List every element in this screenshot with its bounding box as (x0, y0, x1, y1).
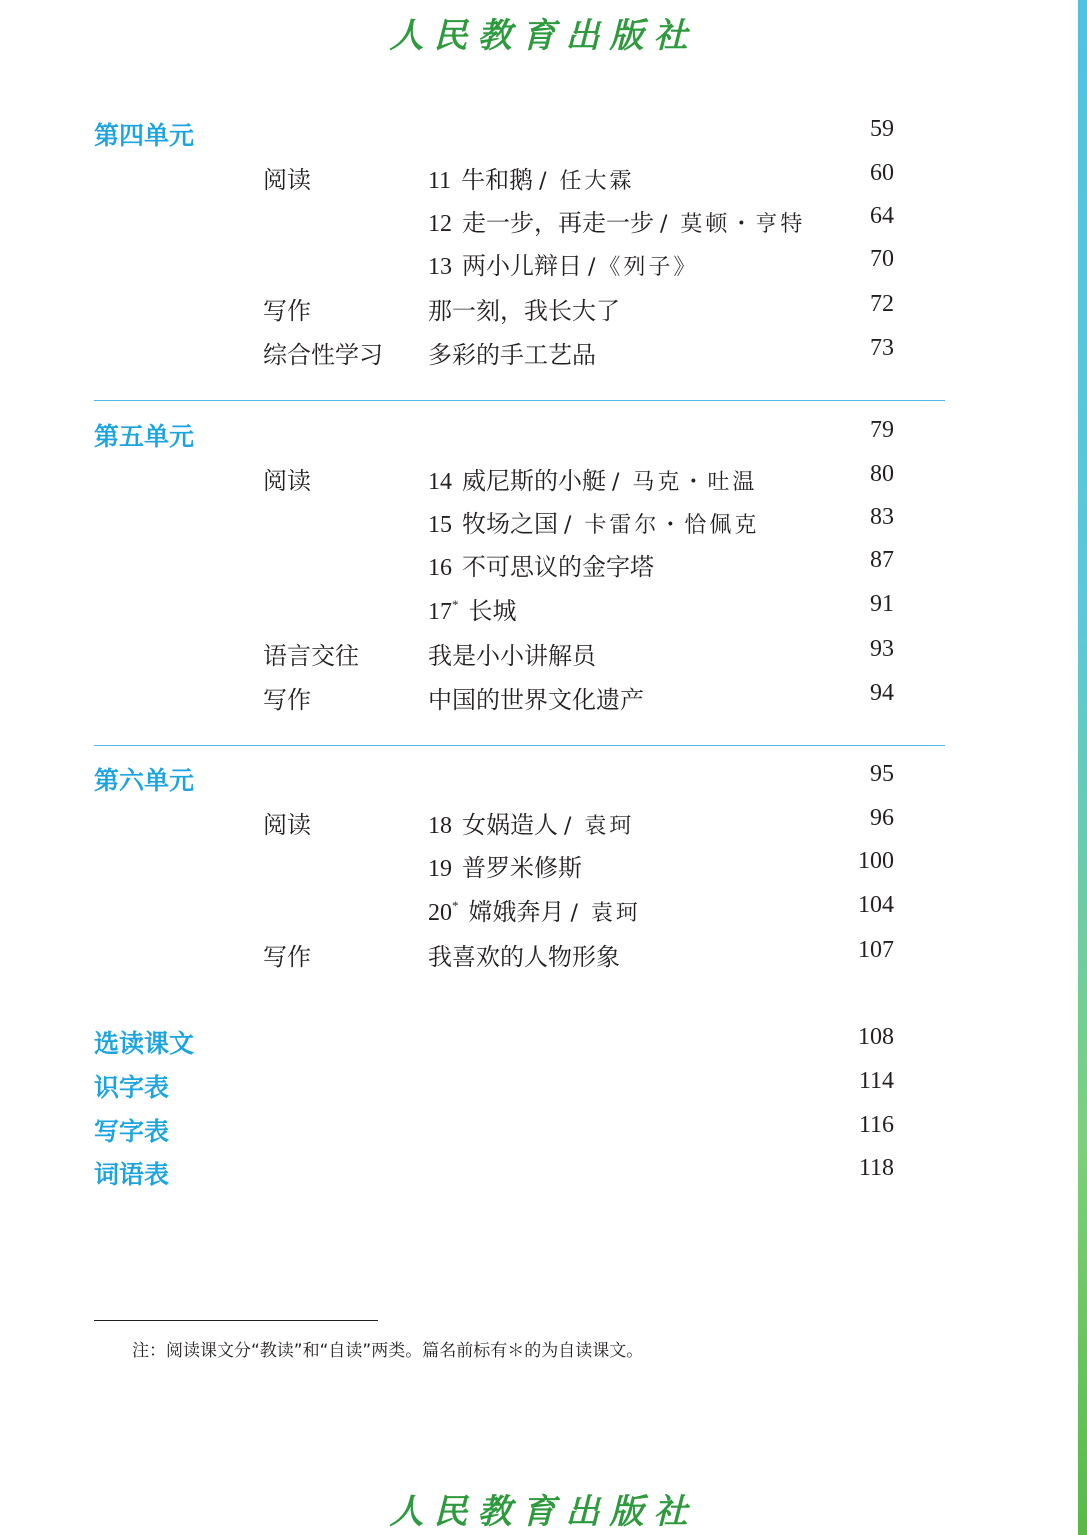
self-study-star: * (452, 898, 459, 913)
lesson-title: 普罗米修斯 (462, 854, 582, 882)
entry-page-number: 93 (870, 636, 894, 662)
appendix-row[interactable] (0, 1068, 1087, 1102)
footnote-rule (94, 1320, 378, 1321)
toc-entry-row[interactable] (0, 461, 1087, 495)
lesson-number (428, 211, 452, 238)
appendix-row[interactable] (0, 1155, 1087, 1189)
lesson-author: / 袁珂 (564, 814, 635, 839)
entry-page-number: 91 (870, 591, 894, 617)
self-study-star: * (452, 597, 459, 612)
section-label: 综合性学习 (263, 341, 383, 369)
lesson-number (428, 254, 452, 281)
section-label: 写作 (263, 943, 311, 971)
section-label: 语言交往 (263, 642, 359, 670)
unit-heading-row[interactable] (0, 116, 1087, 150)
unit-page-number: 79 (870, 417, 894, 443)
lesson-title-group (428, 246, 698, 281)
entry-page-number: 87 (870, 547, 894, 573)
entry-page-number: 100 (858, 848, 894, 874)
lesson-title: 那一刻，我长大了 (428, 297, 620, 325)
lesson-title: 嫦娥奔月 (468, 898, 565, 926)
appendix-row[interactable] (0, 1112, 1087, 1146)
section-label: 阅读 (263, 166, 311, 194)
unit-divider (94, 400, 945, 401)
lesson-author: / 莫顿・亨特 (660, 212, 806, 237)
toc-entry-row[interactable] (0, 636, 1087, 670)
footnote: 注：阅读课文分“教读”和“自读”两类。篇名前标有＊的为自读课文。 (132, 1341, 644, 1361)
lesson-title: 走一步，再走一步 (462, 209, 654, 237)
entry-page-number: 94 (870, 680, 894, 706)
lesson-title-group (428, 636, 596, 671)
unit-title: 第四单元 (94, 121, 195, 150)
lesson-number-text: 14 (428, 469, 452, 495)
lesson-number (428, 856, 452, 883)
appendix-page-number: 114 (858, 1068, 894, 1094)
entry-page-number: 96 (870, 805, 894, 831)
publisher-logo-bottom: 人民教育出版社 (389, 1492, 698, 1532)
lesson-number-text: 15 (428, 512, 452, 538)
unit-page-number: 95 (870, 761, 894, 787)
toc-entry-row[interactable] (0, 892, 1087, 926)
entry-page-number: 80 (870, 461, 894, 487)
lesson-title-group (428, 291, 620, 326)
lesson-number (428, 898, 459, 927)
entry-page-number: 64 (870, 203, 894, 229)
lesson-number (428, 469, 452, 496)
lesson-number-text: 17 (428, 599, 452, 625)
toc-entry-row[interactable] (0, 203, 1087, 237)
lesson-title-group (428, 805, 634, 840)
toc-entry-row[interactable] (0, 291, 1087, 325)
unit-title: 第五单元 (94, 422, 195, 451)
lesson-number (428, 555, 452, 582)
appendix-title: 词语表 (94, 1160, 170, 1189)
lesson-title: 中国的世界文化遗产 (428, 686, 644, 714)
lesson-number-text: 19 (428, 856, 452, 882)
unit-heading-row[interactable] (0, 761, 1087, 795)
lesson-title-group (428, 937, 620, 972)
lesson-number-text: 12 (428, 211, 452, 237)
lesson-author: / 任大霖 (539, 169, 635, 194)
lesson-title: 女娲造人 (462, 811, 558, 839)
lesson-author: / 马克・吐温 (612, 470, 758, 495)
lesson-title: 多彩的手工艺品 (428, 341, 596, 369)
entry-page-number: 107 (858, 937, 894, 963)
lesson-title-group (428, 547, 654, 582)
lesson-title-group (428, 461, 757, 496)
section-label: 写作 (263, 297, 311, 325)
lesson-number-text: 11 (428, 168, 452, 194)
lesson-title-group (428, 892, 641, 927)
lesson-title-group (428, 591, 517, 626)
toc-entry-row[interactable] (0, 848, 1087, 882)
appendix-title: 识字表 (94, 1073, 170, 1102)
unit-title: 第六单元 (94, 766, 195, 795)
lesson-title: 我喜欢的人物形象 (428, 943, 620, 971)
lesson-author: /《列子》 (588, 255, 699, 280)
toc-entry-row[interactable] (0, 246, 1087, 280)
appendix-page-number: 118 (858, 1155, 894, 1181)
lesson-title-group (428, 848, 582, 883)
section-label: 写作 (263, 686, 311, 714)
unit-divider (94, 745, 945, 746)
toc-entry-row[interactable] (0, 547, 1087, 581)
lesson-number-text: 20 (428, 900, 452, 926)
lesson-title: 牛和鹅 (461, 166, 534, 194)
lesson-author: / 卡雷尔・恰佩克 (564, 513, 760, 538)
lesson-title-group (428, 680, 644, 715)
toc-entry-row[interactable] (0, 591, 1087, 625)
unit-page-number: 59 (870, 116, 894, 142)
entry-page-number: 104 (858, 892, 894, 918)
section-label: 阅读 (263, 811, 311, 839)
lesson-title-group (428, 335, 596, 370)
toc-entry-row[interactable] (0, 504, 1087, 538)
lesson-title: 牧场之国 (462, 510, 558, 538)
entry-page-number: 70 (870, 246, 894, 272)
appendix-title: 写字表 (94, 1117, 170, 1146)
lesson-title: 威尼斯的小艇 (462, 467, 606, 495)
toc-entry-row[interactable] (0, 160, 1087, 194)
lesson-number-text: 13 (428, 254, 452, 280)
appendix-page-number: 116 (858, 1112, 894, 1138)
lesson-title: 不可思议的金字塔 (462, 553, 654, 581)
appendix-title: 选读课文 (94, 1029, 195, 1058)
lesson-title-group (428, 203, 805, 238)
lesson-number (428, 597, 459, 626)
lesson-title-group (428, 504, 759, 539)
lesson-number (428, 813, 452, 840)
lesson-author: / 袁珂 (570, 901, 641, 926)
toc-entry-row[interactable] (0, 680, 1087, 714)
lesson-title: 我是小小讲解员 (428, 642, 596, 670)
lesson-number-text: 16 (428, 555, 452, 581)
toc-entry-row[interactable] (0, 335, 1087, 369)
section-label: 阅读 (263, 467, 311, 495)
lesson-number (428, 168, 451, 195)
toc-entry-row[interactable] (0, 805, 1087, 839)
lesson-number (428, 512, 452, 539)
appendix-page-number: 108 (858, 1024, 894, 1050)
entry-page-number: 83 (870, 504, 894, 530)
entry-page-number: 60 (870, 160, 894, 186)
unit-heading-row[interactable] (0, 417, 1087, 451)
lesson-number-text: 18 (428, 813, 452, 839)
lesson-title: 两小儿辩日 (462, 252, 582, 280)
entry-page-number: 73 (870, 335, 894, 361)
publisher-logo-top: 人民教育出版社 (389, 16, 698, 56)
lesson-title-group (428, 160, 635, 195)
lesson-title: 长城 (468, 597, 517, 625)
toc-entry-row[interactable] (0, 937, 1087, 971)
appendix-row[interactable] (0, 1024, 1087, 1058)
entry-page-number: 72 (870, 291, 894, 317)
